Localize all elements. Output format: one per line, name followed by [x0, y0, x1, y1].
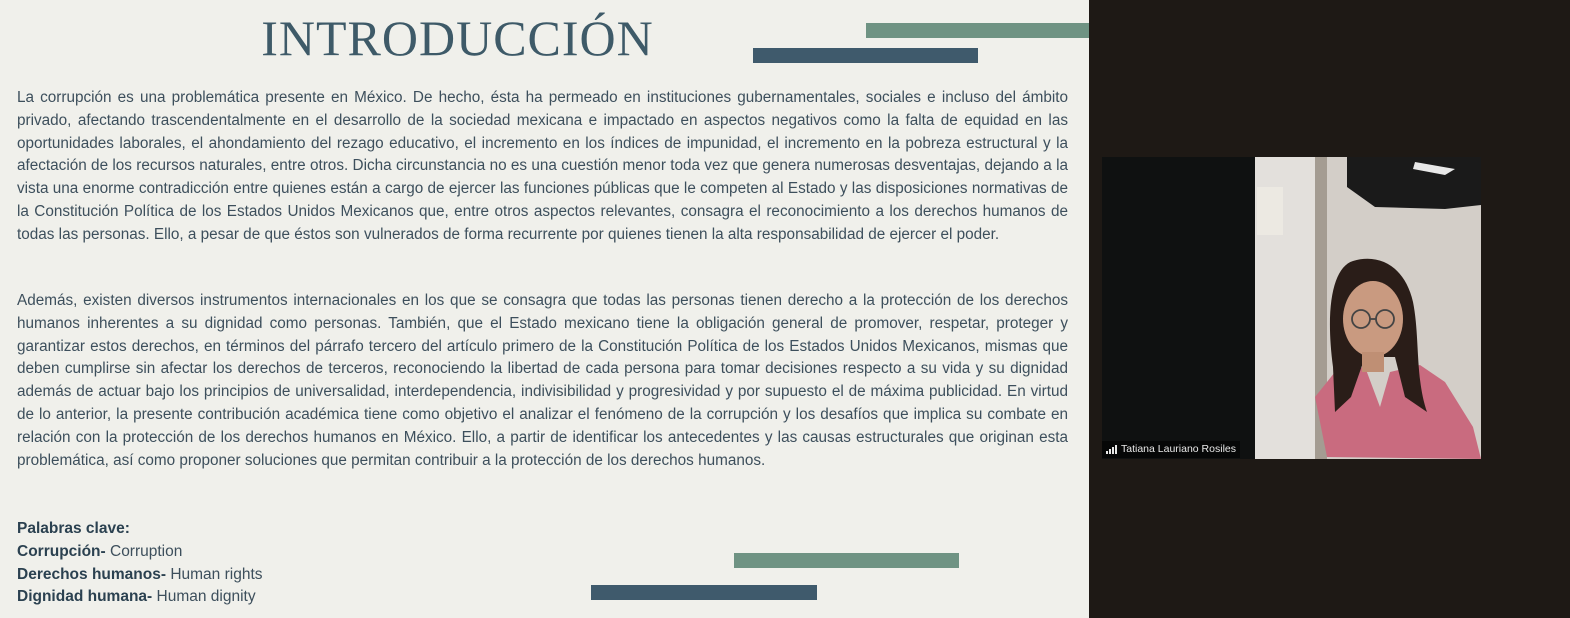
participant-name: Tatiana Lauriano Rosiles [1121, 443, 1236, 455]
decorative-bar-blue-top [753, 48, 978, 63]
keywords-heading: Palabras clave: [17, 520, 130, 537]
participant-video-tile[interactable] [1102, 157, 1481, 459]
decorative-bar-green-top [866, 23, 1089, 38]
keyword-item: Corrupción- Corruption [17, 542, 183, 560]
paragraph-2: Además, existen diversos instrumentos internacionales en los que se consagra que todas las personas tienen derecho a la protección de los derechos humanos inherentes a su dignidad como personas. También, que el Estado mexicano tiene la obligación general de promover, respetar, proteger y garantizar estos derechos, en términos del párrafo tercero del artículo primero de la Constitución Política de los Estados Unidos Mexicanos, mismas que deben cumplirse sin afectar los derechos de terceros, reconociendo la libertad de cada persona para tomar decisiones respecto a su vida y su dignidad además de actuar bajo los principios de universalidad, interdependencia, indivisibilidad y progresividad y por supuesto el de máxima publicidad. En virtud de lo anterior, la presente contribución académica tiene como objetivo el analizar el fenómeno de la corrupción y los desafíos que implica su combate en relación con la protección de los derechos humanos en México. Ello, a partir de identificar los antecedentes y las causas estructurales que originan esta problemática, así como proponer soluciones que permitan contribuir a la protección de los derechos humanos. [17, 292, 1068, 469]
decorative-bar-blue-bottom [591, 585, 817, 600]
keyword-item: Derechos humanos- Human rights [17, 565, 263, 583]
paragraph-1: La corrupción es una problemática presente en México. De hecho, ésta ha permeado en instituciones gubernamentales, sociales e incluso del ámbito privado, afectando trascendentalmente en el desarrollo de la sociedad mexicana e impactado en aspectos negativos como la falta de equidad en las oportunidades laborales, el ahondamiento del rezago educativo, el incremento en los índices de impunidad, el incremento en la pobreza estructural y la afectación de los recursos naturales, entre otros. Dicha circunstancia no es una cuestión menor toda vez que genera numerosas desventajas, dejando a la vista una enorme contradicción entre quienes están a cargo de ejercer las funciones públicas que le competen al Estado y las disposiciones normativas de la Constitución Política de los Estados Unidos Mexicanos que, entre otros aspectos relevantes, consagra el reconocimiento a los derechos humanos de todas las personas. Ello, a pesar de que éstos son vulnerados de forma recurrente por quienes tienen la alta responsabilidad de ejercer el poder. [17, 89, 1068, 243]
signal-bars-icon [1106, 445, 1117, 454]
keyword-item: Dignidad humana- Human dignity [17, 588, 256, 606]
slide-title: INTRODUCCIÓN [261, 10, 654, 66]
participant-name-tag [1102, 441, 1240, 458]
keywords-section [17, 518, 263, 609]
participant-video-feed [1255, 157, 1481, 459]
participant-video-image [1255, 157, 1481, 459]
decorative-bar-green-bottom [734, 553, 959, 568]
